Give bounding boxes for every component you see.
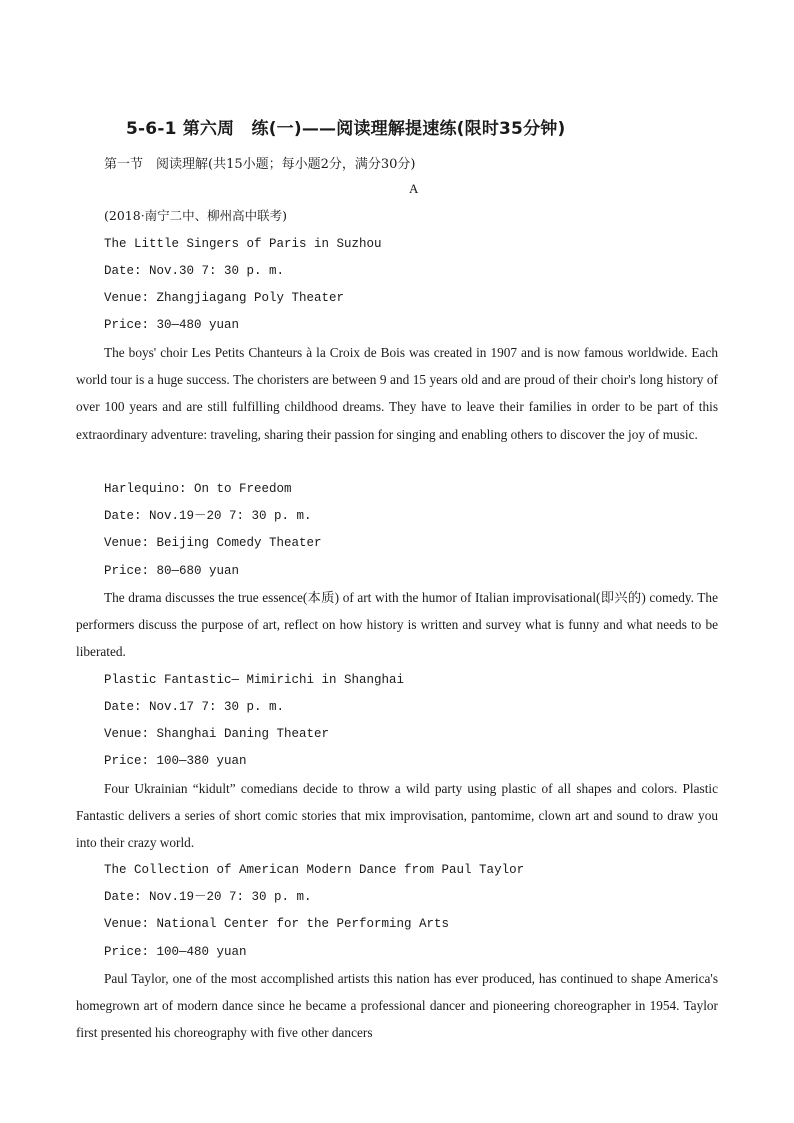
event-name: Harlequino: On to Freedom — [104, 482, 292, 496]
page-title: 5-6-1 第六周 练(一)——阅读理解提速练(限时35分钟) — [126, 119, 566, 139]
event-price: Price: 100—380 yuan — [104, 754, 247, 768]
event-venue: Venue: Shanghai Daning Theater — [104, 727, 330, 741]
event-venue: Venue: Zhangjiagang Poly Theater — [104, 291, 345, 305]
passage-letter: A — [409, 181, 419, 196]
event-name: Plastic Fantastic— Mimirichi in Shanghai — [104, 673, 405, 687]
event-date: Date: Nov.30 7: 30 p. m. — [104, 264, 285, 278]
event-venue: Venue: Beijing Comedy Theater — [104, 536, 322, 550]
event-date: Date: Nov.19－20 7: 30 p. m. — [104, 509, 312, 523]
event-price: Price: 30—480 yuan — [104, 318, 240, 332]
event-description: The drama discusses the true essence(本质) of art with the humor of Italian improvisational(即兴的) comedy. The performers discuss the purpose of art, reflect on how history is written and survey what is funny and what needs to be liberated. — [76, 590, 718, 660]
section-heading: 第一节 阅读理解(共15小题；每小题2分，满分30分) — [104, 157, 416, 172]
event-name: The Collection of American Modern Dance from Paul Taylor — [104, 863, 525, 877]
event-name: The Little Singers of Paris in Suzhou — [104, 237, 382, 251]
event-venue: Venue: National Center for the Performing Arts — [104, 917, 450, 931]
event-description: Paul Taylor, one of the most accomplished artists this nation has ever produced, has continued to shape America's homegrown art of modern dance since he became a professional dancer and pioneering choreographer in 1954. Taylor first presented his choreography with five other dancers — [76, 971, 718, 1041]
passage-source: (2018·南宁二中、柳州高中联考) — [104, 208, 288, 223]
event-price: Price: 100—480 yuan — [104, 945, 247, 959]
event-description: Four Ukrainian “kidult” comedians decide to throw a wild party using plastic of all shapes and colors. Plastic Fantastic delivers a series of short comic stories that mix improvisation, pantomime, clown art and sound to draw you into their crazy world. — [76, 781, 718, 851]
event-price: Price: 80—680 yuan — [104, 564, 240, 578]
event-date: Date: Nov.17 7: 30 p. m. — [104, 700, 285, 714]
event-description: The boys' choir Les Petits Chanteurs à la Croix de Bois was created in 1907 and is now famous worldwide. Each world tour is a huge success. The choristers are between 9 and 15 years old and are proud of their choir's long history of over 100 years and are still fulfilling childhood dreams. They have to leave their families in order to be part of this extraordinary adventure: traveling, sharing their passion for singing and enabling others to discover the joy of music. — [76, 345, 718, 442]
event-date: Date: Nov.19－20 7: 30 p. m. — [104, 890, 312, 904]
